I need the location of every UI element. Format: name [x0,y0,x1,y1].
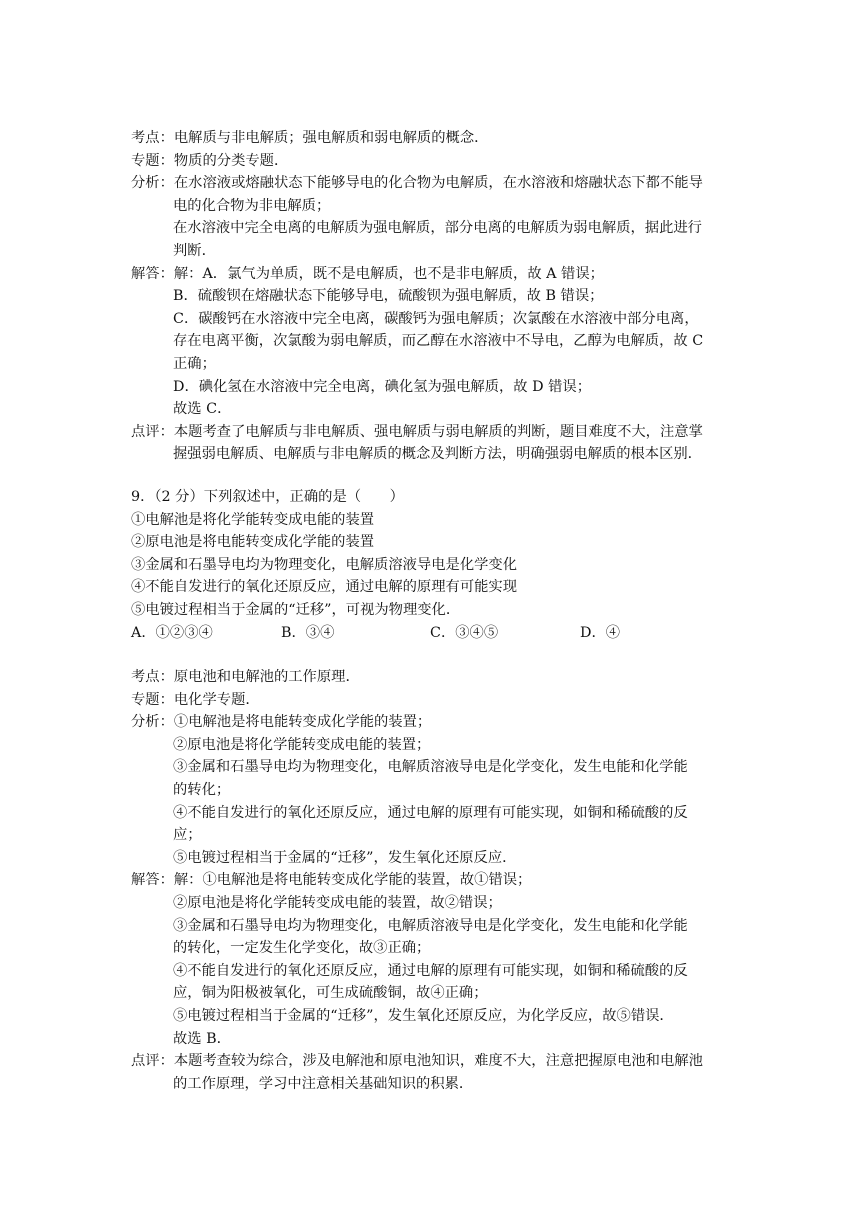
q9-option-d: D．④ [580,624,621,641]
jieda-label: 解答： [131,872,174,889]
jieda-row [131,263,731,286]
jieda-line: 的转化，一定发生化学变化，故③正确； [173,940,431,957]
jieda-line: 故选 C． [173,401,232,418]
dianping-row [131,1050,731,1073]
q9-option-b: B．③④ [281,624,335,641]
fenxi-line: ④不能自发进行的氧化还原反应，通过电解的原理有可能实现，如铜和稀硫酸的反 [173,804,688,821]
q9-statement: ④不能自发进行的氧化还原反应，通过电解的原理有可能实现 [131,579,518,596]
kaodian-row [131,666,731,689]
jieda-line: B．硫酸钡在熔融状态下能够导电，硫酸钡为强电解质，故 B 错误； [173,288,604,305]
jieda-line: 存在电离平衡，次氯酸为弱电解质，而乙醇在水溶液中不导电，乙醇为电解质，故 C [173,333,704,350]
jieda-line: C．碳酸钙在水溶液中完全电离，碳酸钙为强电解质；次氯酸在水溶液中部分电离， [173,310,699,327]
q9-option-c: C．③④⑤ [430,624,499,641]
fenxi-line: 判断． [173,242,216,259]
zhuanti-row [131,150,731,173]
zhuanti-row [131,689,731,712]
q9-stem: 9．（2 分）下列叙述中，正确的是（ ） [131,489,404,505]
dianping-line: 本题考查了电解质与非电解质、强电解质与弱电解质的判断，题目难度不大，注意掌 [173,423,703,440]
q8-solution [131,127,731,466]
zhuanti-label: 专题： [131,691,174,708]
dianping-label: 点评： [131,1053,174,1070]
kaodian-label: 考点： [131,669,174,685]
fenxi-row [131,172,731,195]
jieda-line: ⑤电镀过程相当于金属的“迁移”，发生氧化还原反应，为化学反应，故⑤错误． [173,1007,674,1024]
fenxi-line: ③金属和石墨导电均为物理变化，电解质溶液导电是化学变化，发生电能和化学能 [173,759,688,776]
jieda-line: ④不能自发进行的氧化还原反应，通过电解的原理有可能实现，如铜和稀硫酸的反 [173,962,688,979]
fenxi-line: 应； [173,827,202,844]
q9-solution [131,666,731,1095]
dianping-line: 握强弱电解质、电解质与非电解质的概念及判断方法，明确强弱电解质的根本区别． [173,446,702,463]
kaodian-row [131,127,731,150]
dianping-line: 本题考查较为综合，涉及电解池和原电池知识，难度不大，注意把握原电池和电解池 [173,1053,703,1070]
q9-question [131,486,731,644]
fenxi-line: ⑤电镀过程相当于金属的“迁移”，发生氧化还原反应． [173,849,517,866]
dianping-line: 的工作原理，学习中注意相关基础知识的积累． [173,1075,474,1092]
jieda-row [131,869,731,892]
fenxi-line: 在水溶液中完全电离的电解质为强电解质，部分电离的电解质为弱电解质，据此进行 [173,220,702,237]
q9-statement: ②原电池是将电能转变成化学能的装置 [131,534,375,551]
fenxi-line: 的转化； [173,781,231,798]
zhuanti-text: 电化学专题． [173,691,260,708]
fenxi-line: ②原电池是将化学能转变成电能的装置； [173,736,431,753]
jieda-line: 正确； [173,355,216,372]
kaodian-text: 电解质与非电解质；强电解质和弱电解质的概念． [173,130,489,146]
fenxi-line: ①电解池是将电能转变成化学能的装置； [173,714,432,731]
fenxi-label: 分析： [131,175,174,192]
jieda-line: ②原电池是将化学能转变成电能的装置，故②错误； [173,894,502,911]
kaodian-text: 原电池和电解池的工作原理． [173,669,360,685]
jieda-label: 解答： [131,265,174,282]
zhuanti-text: 物质的分类专题． [173,152,289,169]
fenxi-line: 在水溶液或熔融状态下能够导电的化合物为电解质，在水溶液和熔融状态下都不能导 [173,175,703,192]
jieda-line: 故选 B． [173,1030,231,1047]
jieda-line: 解：A．氯气为单质，既不是电解质，也不是非电解质，故 A 错误； [173,265,604,282]
q9-statement: ③金属和石墨导电均为物理变化，电解质溶液导电是化学变化 [131,556,518,573]
fenxi-row [131,711,731,734]
jieda-line: ③金属和石墨导电均为物理变化，电解质溶液导电是化学变化，发生电能和化学能 [173,917,688,934]
fenxi-label: 分析： [131,714,174,731]
kaodian-label: 考点： [131,130,174,146]
dianping-row [131,421,731,444]
dianping-label: 点评： [131,423,174,440]
jieda-line: D．碘化氢在水溶液中完全电离，碘化氢为强电解质，故 D 错误； [173,378,592,395]
q9-statement: ⑤电镀过程相当于金属的“迁移”，可视为物理变化． [131,601,461,618]
jieda-line: 应，铜为阳极被氧化，可生成硫酸铜，故④正确； [173,985,488,1002]
q9-option-a: A．①②③④ [131,624,213,641]
q9-options [131,622,731,645]
fenxi-line: 电的化合物为非电解质； [173,197,331,214]
q9-statement: ①电解池是将化学能转变成电能的装置 [131,511,375,528]
jieda-line: 解：①电解池是将电能转变成化学能的装置，故①错误； [173,872,532,889]
zhuanti-label: 专题： [131,152,174,169]
